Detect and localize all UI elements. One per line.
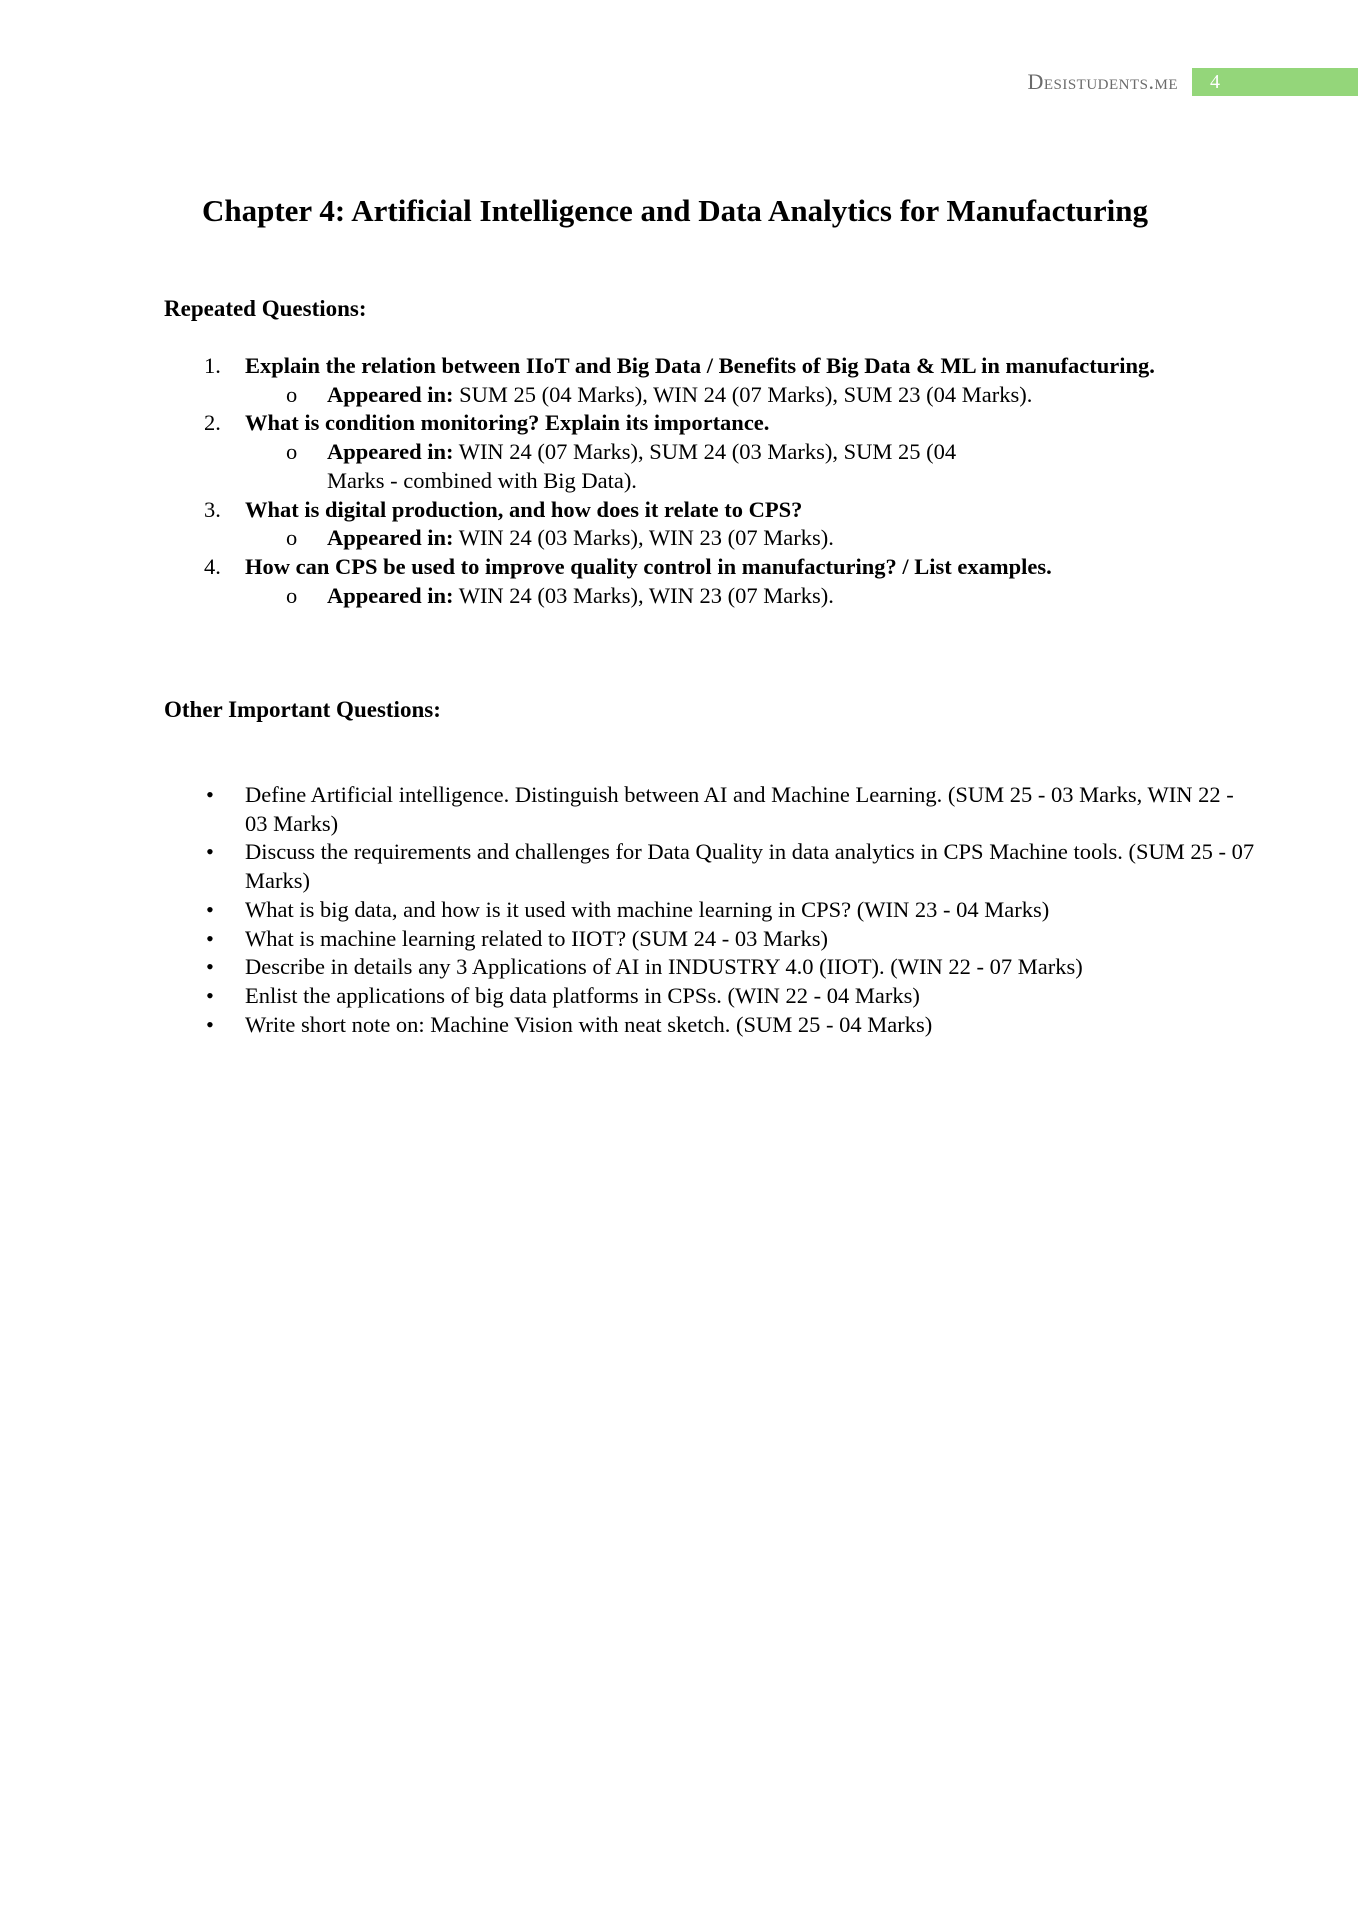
other-question-text: Enlist the applications of big data platforms in CPSs. (WIN 22 - 04 Marks) [245,982,920,1008]
appeared-in-1 [164,381,1204,410]
bullet-icon: • [206,896,214,922]
appeared-in-3 [164,524,1204,553]
other-question-5 [164,953,1255,982]
other-question-text: What is big data, and how is it used with machine learning in CPS? (WIN 23 - 04 Marks) [245,896,1050,922]
page-number-badge [1192,68,1358,96]
appeared-text: SUM 25 (04 Marks), WIN 24 (07 Marks), SUM 23 (04 Marks). [459,381,1033,407]
bullet-icon: • [206,1011,214,1037]
circle-bullet-icon: o [286,439,298,465]
other-questions-heading: Other Important Questions: [164,697,441,722]
repeated-question-3 [164,496,1204,525]
repeated-questions-heading: Repeated Questions: [164,296,367,321]
other-question-3 [164,896,1255,925]
appeared-in-4 [164,582,1204,611]
other-question-text: Describe in details any 3 Applications of AI in INDUSTRY 4.0 (IIOT). (WIN 22 - 07 Marks) [245,954,1083,980]
appeared-label: Appeared in: [327,381,454,407]
question-number: 4. [204,553,221,579]
page-header [1027,68,1358,96]
question-text: What is condition monitoring? Explain its importance. [245,410,770,436]
question-number: 2. [204,410,221,436]
other-questions-list [164,781,1255,1039]
question-number: 1. [204,353,221,378]
bullet-icon: • [206,954,214,980]
question-text: Explain the relation between IIoT and Big Data / Benefits of Big Data & ML in manufacturing. [245,353,1155,378]
other-question-text: Write short note on: Machine Vision with neat sketch. (SUM 25 - 04 Marks) [245,1011,933,1037]
question-text: What is digital production, and how does it relate to CPS? [245,496,803,522]
bullet-icon: • [206,782,214,807]
repeated-question-1 [164,352,1204,381]
other-question-text: Define Artificial intelligence. Distinguish between AI and Machine Learning. (SUM 25 - 03 Marks, WIN 22 - 03 Marks) [245,782,1234,836]
question-text: How can CPS be used to improve quality control in manufacturing? / List examples. [245,553,1052,579]
appeared-in-2 [164,438,1204,495]
other-question-6 [164,982,1255,1011]
bullet-icon: • [206,982,214,1008]
appeared-label: Appeared in: [327,582,454,608]
bullet-icon: • [206,839,214,865]
other-question-1 [164,781,1255,838]
appeared-text: WIN 24 (03 Marks), WIN 23 (07 Marks). [458,582,834,608]
circle-bullet-icon: o [286,525,298,551]
other-question-2 [164,838,1255,895]
appeared-label: Appeared in: [327,525,454,551]
question-number: 3. [204,496,221,522]
circle-bullet-icon: o [286,381,298,407]
appeared-label: Appeared in: [327,439,454,465]
other-question-text: Discuss the requirements and challenges for Data Quality in data analytics in CPS Machine tools. (SUM 25 - 07 Marks) [245,839,1255,894]
bullet-icon: • [206,925,214,951]
site-name: Desistudents.me [1027,69,1178,94]
other-question-4 [164,925,1255,954]
repeated-questions-list [164,352,1204,610]
repeated-question-2 [164,409,1204,438]
page-number: 4 [1210,70,1220,93]
other-question-text: What is machine learning related to IIOT? (SUM 24 - 03 Marks) [245,925,828,951]
repeated-question-4 [164,553,1204,582]
appeared-text: WIN 24 (03 Marks), WIN 23 (07 Marks). [458,525,834,551]
other-question-7 [164,1011,1255,1040]
chapter-title: Chapter 4: Artificial Intelligence and Data Analytics for Manufacturing [201,193,1148,228]
appeared-text: WIN 24 (07 Marks), SUM 24 (03 Marks), SUM 25 (04 Marks - combined with Big Data). [327,439,957,493]
circle-bullet-icon: o [286,582,298,608]
